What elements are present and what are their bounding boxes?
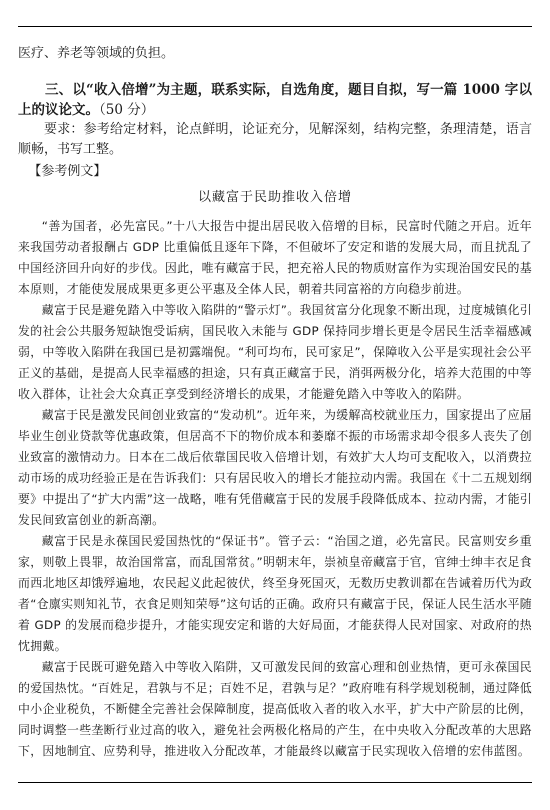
reference-essay	[18, 188, 532, 762]
bottom-rule	[18, 782, 532, 783]
essay-title: 以藏富于民助推收入倍增	[197, 190, 352, 205]
continuation-text: 医疗、养老等领域的负担。	[18, 46, 175, 61]
question-heading	[18, 80, 532, 120]
question-score: （50 分）	[99, 102, 155, 118]
question-requirement: 要求：参考给定材料，论点鲜明，论证充分，见解深刻，结构完整，条理清楚，语言顺畅，书写工整。	[18, 122, 532, 157]
essay-paragraph: 藏富于民是永葆国民爱国热忱的“保证书”。管子云：“治国之道，必先富民。民富则安乡重家，则敬上畏罪，故治国常富，而乱国常贫。”明朝末年，崇祯皇帝藏富于官，官绅士绅丰衣足食而西北地区却饿殍遍地，农民起义此起彼伏，终至身死国灭，无数历史教训都在告诫着历代为政者“仓廪实则知礼节，衣食足则知荣辱”这句话的正确。政府只有藏富于民，保证人民生活水平随着 GDP 的发展而稳步提升，才能实现安定和谐的大好局面，才能获得人民对国家、对政府的热忱拥戴。	[18, 534, 532, 653]
document-page	[18, 44, 532, 762]
reference-label: 【参考例文】	[28, 164, 107, 179]
top-rule	[18, 26, 532, 27]
question-heading-text: 三、以“收入倍增”为主题，联系实际，自选角度，题目自拟，写一篇 1000 字以上的议论文。	[18, 82, 532, 118]
essay-paragraph: “善为国者，必先富民。”十八大报告中提出居民收入倍增的目标，民富时代随之开启。近年来我国劳动者报酬占 GDP 比重偏低且逐年下降，不但破坏了安定和谐的发展大局，而且扰乱了中国经济回升向好的步伐。因此，唯有藏富于民，把充裕人民的物质财富作为实现治国安民的基本原则，才能使发展成果更多更公平惠及全体人民，朝着共同富裕的方向稳步前进。	[18, 219, 532, 296]
essay-paragraph: 藏富于民是避免踏入中等收入陷阱的“警示灯”。我国贫富分化现象不断出现，过度城镇化引发的社会公共服务短缺饱受诟病，国民收入未能与 GDP 保持同步增长更是令居民生活幸福感减弱，中等收入陷阱在我国已是初露端倪。“利可均布，民可家足”，保障收入公平是实现社会公平正义的基础，是提高人民幸福感的担途，只有真正藏富于民，消弭两极分化，培养大范围的中等收入群体，让社会大众真正享受到经济增长的成果，才能避免踏入中等收入的陷阱。	[18, 303, 532, 401]
essay-paragraph: 藏富于民既可避免踏入中等收入陷阱，又可激发民间的致富心理和创业热情，更可永葆国民的爱国热忱。“百姓足，君孰与不足；百姓不足，君孰与足？”政府唯有科学规划税制，通过降低中小企业税负，不断健全完善社会保障制度，提高低收入者的收入水平，扩大中产阶层的比例，同时调整一些垄断行业过高的收入，避免社会两极化格局的产生，在中央收入分配改革的大思路下，因地制宜、应势利导，推进收入分配改革，才能最终以藏富于民实现收入倍增的宏伟蓝图。	[18, 660, 532, 758]
essay-paragraph: 藏富于民是激发民间创业致富的“发动机”。近年来，为缓解高校就业压力，国家提出了应届毕业生创业贷款等优惠政策，但居高不下的物价成本和萎靡不振的市场需求却令很多人丧失了创业致富的激情动力。日本在二战后依靠国民收入倍增计划，有效扩大人均可支配收入，以消费拉动市场的成功经验正是在告诉我们：只有居民收入的增长才能拉动内需。我国在《十二五规划纲要》中提出了“扩大内需”这一战略，唯有凭借藏富于民的发展手段降低成本、拉动内需，才能引发民间致富创业的新高潮。	[18, 408, 532, 527]
